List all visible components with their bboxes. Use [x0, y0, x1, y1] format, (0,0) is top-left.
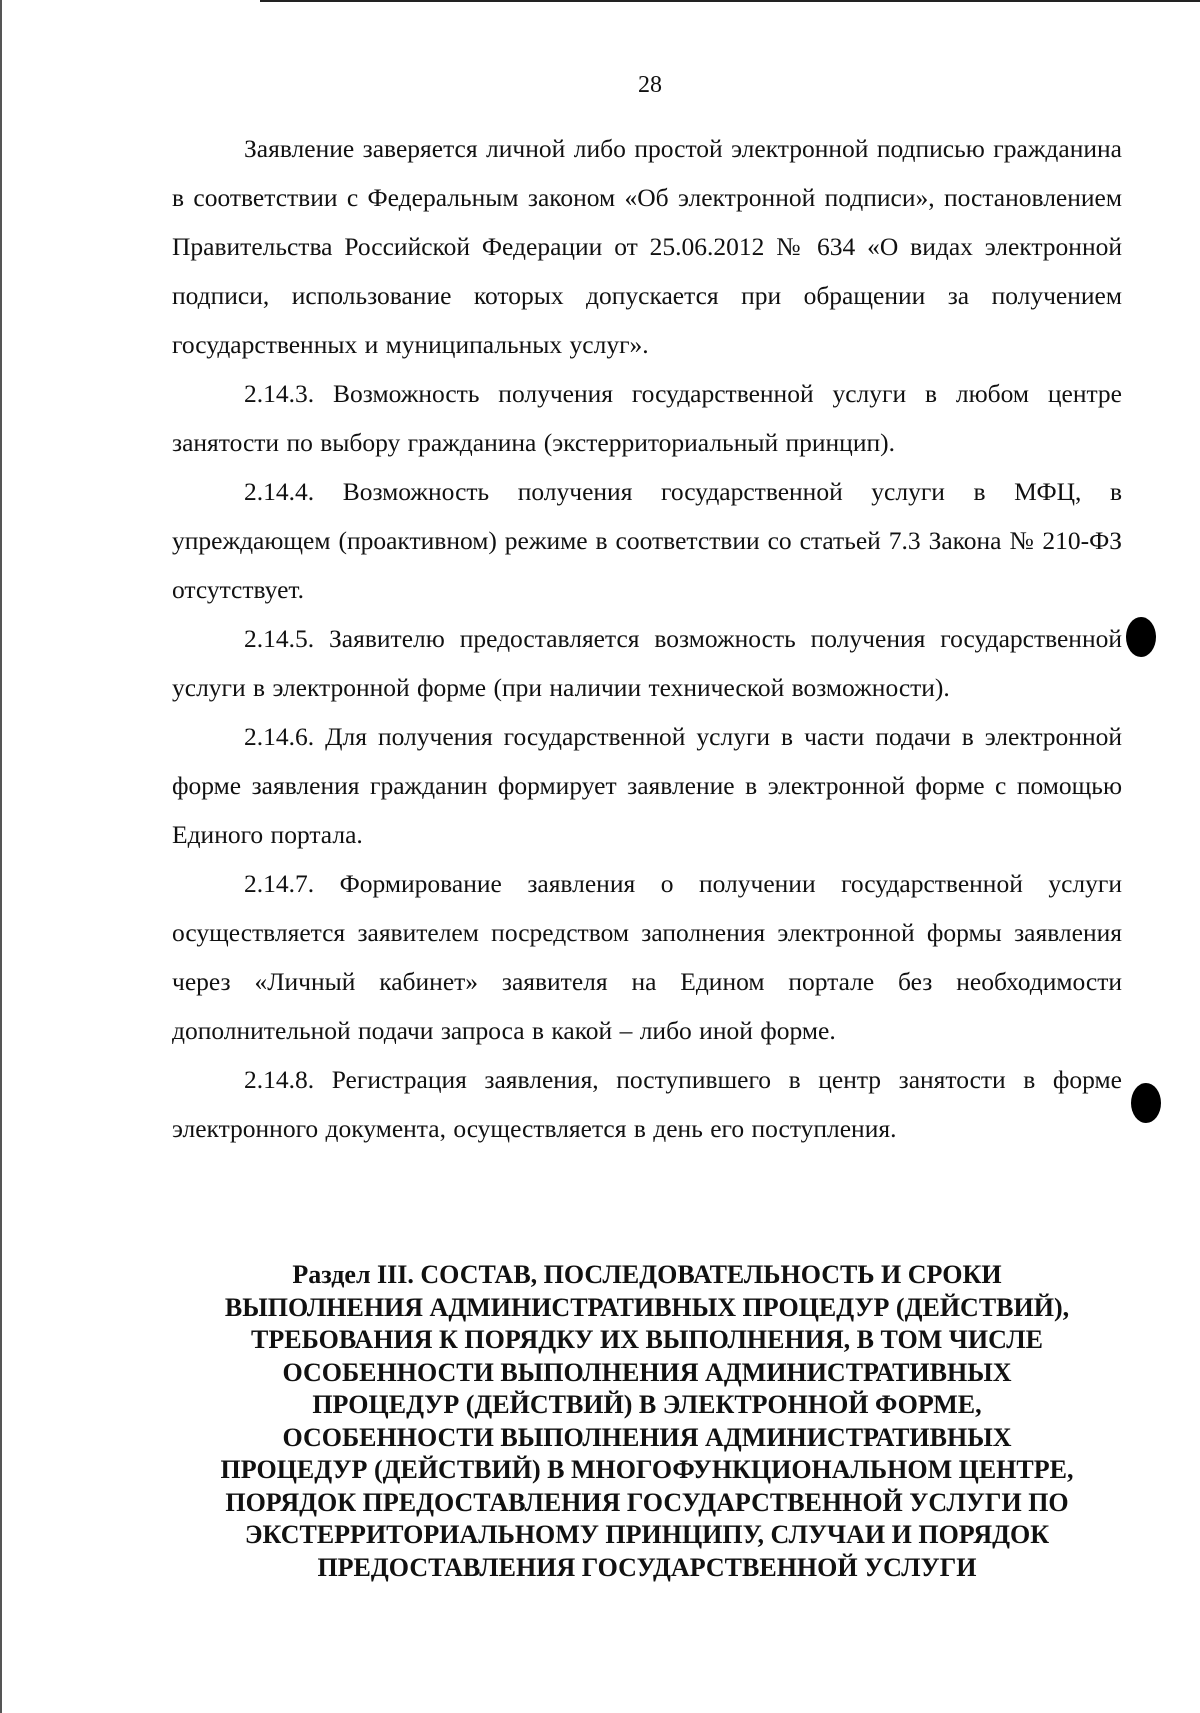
section-heading [160, 1259, 1134, 1584]
paragraph-2-14-8: 2.14.8. Регистрация заявления, поступившего в центр занятости в форме электронного документа, осуществляется в день его поступления. [172, 1065, 1122, 1143]
page-number: 28 [638, 72, 662, 98]
section-heading-line: ОСОБЕННОСТИ ВЫПОЛНЕНИЯ АДМИНИСТРАТИВНЫХ [282, 1422, 1012, 1452]
paragraph-2-14-5: 2.14.5. Заявителю предоставляется возможность получения государственной услуги в электронной форме (при наличии технической возможности). [172, 624, 1122, 702]
section-heading-line: ПОРЯДОК ПРЕДОСТАВЛЕНИЯ ГОСУДАРСТВЕННОЙ УСЛУГИ ПО [225, 1487, 1069, 1517]
punch-hole-mark [1126, 617, 1156, 657]
paragraph-2-14-4: 2.14.4. Возможность получения государственной услуги в МФЦ, в упреждающем (проактивном) режиме в соответствии со статьей 7.3 Закона № 210-ФЗ отсутствует. [172, 477, 1122, 604]
section-heading-line: ТРЕБОВАНИЯ К ПОРЯДКУ ИХ ВЫПОЛНЕНИЯ, В ТОМ ЧИСЛЕ [251, 1325, 1043, 1354]
paragraph-2-14-6: 2.14.6. Для получения государственной услуги в части подачи в электронной форме заявления гражданин формирует заявление в электронной форме с помощью Единого портала. [172, 722, 1122, 849]
scan-top-rule [260, 0, 1200, 2]
section-heading-line: Раздел III. СОСТАВ, ПОСЛЕДОВАТЕЛЬНОСТЬ И СРОКИ [292, 1260, 1002, 1289]
section-heading-line: ВЫПОЛНЕНИЯ АДМИНИСТРАТИВНЫХ ПРОЦЕДУР (ДЕЙСТВИЙ), [224, 1292, 1070, 1322]
scan-left-edge [0, 0, 2, 1713]
paragraph-signature: Заявление заверяется личной либо простой электронной подписью гражданина в соответствии с Федеральным законом «Об электронной подписи», постановлением Правительства Российской Федерации от 25.06.2012 № 634 «О видах электронной подписи, использование которых допускается при обращении за получением государственных и муниципальных услуг». [172, 134, 1122, 359]
section-heading-line: ПРЕДОСТАВЛЕНИЯ ГОСУДАРСТВЕННОЙ УСЛУГИ [317, 1552, 977, 1582]
paragraph-2-14-7: 2.14.7. Формирование заявления о получении государственной услуги осуществляется заявителем посредством заполнения электронной формы заявления через «Личный кабинет» заявителя на Едином портале без необходимости дополнительной подачи запроса в какой – либо иной форме. [172, 869, 1122, 1045]
section-heading-line: ОСОБЕННОСТИ ВЫПОЛНЕНИЯ АДМИНИСТРАТИВНЫХ [282, 1357, 1012, 1387]
paragraph-2-14-3: 2.14.3. Возможность получения государственной услуги в любом центре занятости по выбору гражданина (экстерриториальный принцип). [172, 379, 1122, 457]
section-heading-line: ПРОЦЕДУР (ДЕЙСТВИЙ) В МНОГОФУНКЦИОНАЛЬНОМ ЦЕНТРЕ, [220, 1455, 1074, 1484]
document-body [172, 124, 1122, 1153]
section-heading-line: ПРОЦЕДУР (ДЕЙСТВИЙ) В ЭЛЕКТРОННОЙ ФОРМЕ, [312, 1390, 982, 1419]
section-heading-line: ЭКСТЕРРИТОРИАЛЬНОМУ ПРИНЦИПУ, СЛУЧАИ И ПОРЯДОК [244, 1520, 1050, 1549]
punch-hole-mark [1131, 1083, 1161, 1123]
